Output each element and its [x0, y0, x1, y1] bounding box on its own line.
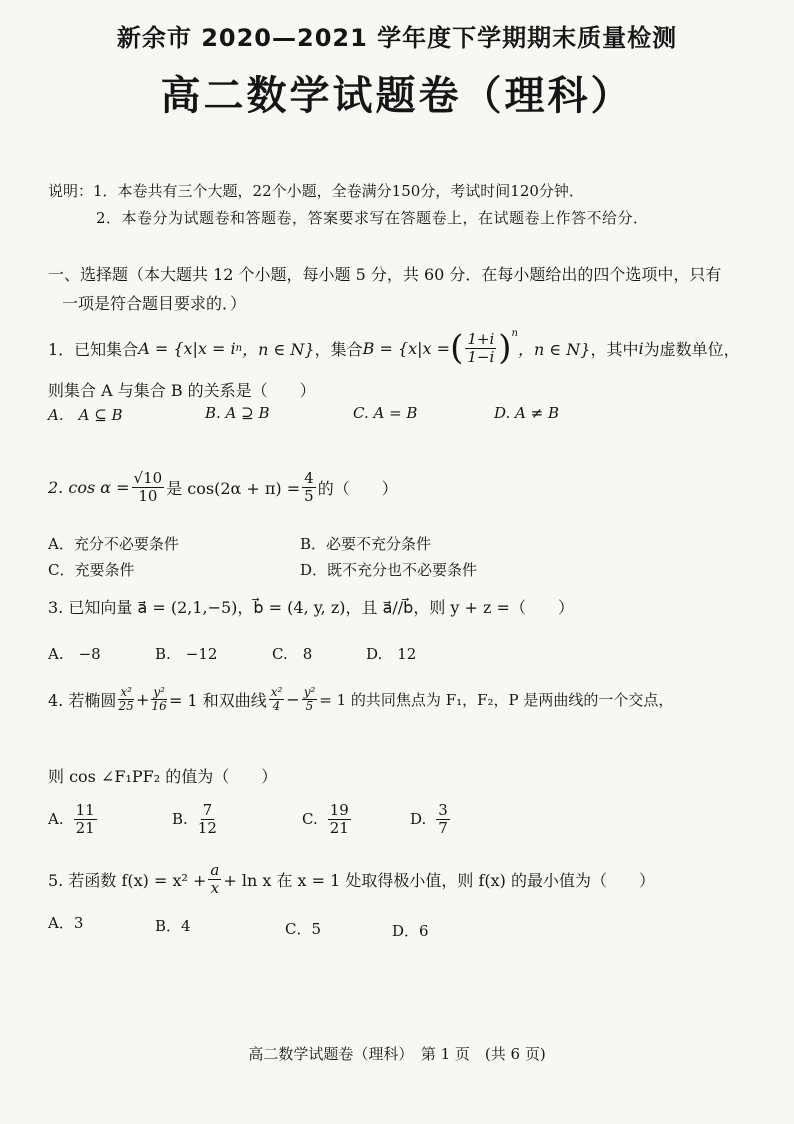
q1-exp-n2: n [511, 328, 518, 339]
q5-lead: 5. 若函数 f(x) = x² + [48, 870, 207, 890]
q4-line-2: 则 cos ∠F₁PF₂ 的值为（ ） [48, 767, 278, 786]
q5-fraction [208, 862, 221, 896]
note-1: 1．本卷共有三个大题，22个小题，全卷满分150分，考试时间120分钟． [93, 182, 584, 200]
q4-tail: = 1 的共同焦点为 F₁，F₂，P 是两曲线的一个交点， [319, 691, 674, 710]
q4-opt-d-den: 7 [438, 818, 448, 837]
q4-f4-num: y² [303, 685, 316, 699]
q5-tail: + ln x 在 x = 1 处取得极小值，则 f(x) 的最小值为（ ） [223, 870, 656, 890]
note-2: 2．本卷分为试题卷和答题卷，答案要求写在答题卷上，在试题卷上作答不给分． [96, 209, 649, 227]
q5-option-a: A．3 [48, 914, 84, 932]
exam-title: 高二数学试题卷（理科） [160, 73, 634, 119]
question-1 [48, 328, 740, 368]
q1-option-d: D. A ≠ B [494, 404, 559, 422]
q2-mid: 是 cos(2α + π) = [166, 478, 301, 498]
q1-set-b-end: ，n ∈ N} [517, 339, 591, 359]
q4-opt-d-label: D. [410, 810, 427, 828]
q4-f2-den: 16 [151, 699, 167, 714]
q3-option-d: D. 12 [366, 645, 417, 663]
q1-frac-den: 1−i [467, 347, 495, 366]
left-paren: ( [450, 328, 464, 368]
q1-option-a: A. A ⊆ B [48, 406, 123, 424]
section-heading: 一、选择题（本大题共 12 个小题，每小题 5 分，共 60 分．在每小题给出的四个选项中，只有 [48, 265, 722, 284]
q4-option-c [302, 802, 353, 836]
q1-where: ，其中 [590, 339, 639, 359]
q4-opt-a-frac [74, 802, 97, 836]
q2-lead: 2. cos α = [48, 477, 130, 497]
q4-opt-b-frac [198, 802, 217, 836]
q5-option-b: B．4 [155, 917, 191, 935]
exam-header: 新余市 2020—2021 学年度下学期期末质量检测 [116, 24, 678, 52]
q2-tail: 的（ ） [317, 478, 398, 498]
notes-label: 说明： [48, 182, 94, 200]
q5-frac-den: x [210, 878, 220, 897]
q4-opt-a-label: A. [48, 810, 64, 828]
q4-opt-c-frac [328, 802, 351, 836]
q4-f1-den: 25 [118, 699, 134, 714]
q1-tail: 为虚数单位， [643, 339, 740, 359]
q4-lead: 4. 若椭圆 [48, 691, 117, 711]
notes-line-1 [48, 180, 584, 201]
q2-fraction-2 [302, 470, 316, 504]
q4-f3-den: 4 [272, 699, 281, 714]
q2-option-d: D．既不充分也不必要条件 [300, 561, 478, 579]
q4-opt-c-num: 19 [329, 801, 349, 819]
q4-option-d [410, 802, 452, 836]
q4-opt-c-label: C. [302, 810, 318, 828]
q2-fraction-1 [132, 470, 165, 504]
q5-option-d: D．6 [392, 922, 429, 940]
q4-option-b [172, 802, 219, 836]
q1-set-a: A = {x|x = i [138, 338, 236, 358]
q2-frac2-den: 5 [304, 486, 314, 505]
q1-exp-n: n [235, 342, 243, 354]
q4-opt-a-num: 11 [75, 801, 95, 819]
q4-f3-num: x² [270, 685, 283, 699]
q1-line-2: 则集合 A 与集合 B 的关系是（ ） [48, 381, 316, 400]
q1-mid: ，集合 [314, 339, 363, 359]
q4-opt-c-den: 21 [329, 818, 349, 837]
question-3: 3. 已知向量 a⃗ = (2,1,−5)，b⃗ = (4, y, z)，且 a⃗//b⃗，则 y + z =（ ） [48, 598, 574, 617]
question-5 [48, 862, 655, 896]
q4-frac-y2-5 [302, 686, 318, 713]
q2-option-b: B．必要不充分条件 [300, 535, 432, 553]
q3-option-c: C. 8 [272, 645, 313, 663]
q4-option-a [48, 802, 99, 836]
right-paren: ) [498, 328, 512, 368]
q1-frac-num: 1+i [467, 330, 495, 348]
q4-plus: + [135, 690, 150, 710]
q4-minus: − [286, 690, 300, 710]
q2-option-a: A．充分不必要条件 [48, 535, 179, 553]
page-footer: 高二数学试题卷（理科） 第 1 页 (共 6 页) [248, 1045, 546, 1063]
q2-option-c: C．充要条件 [48, 561, 135, 579]
q1-set-b: B = {x|x = [362, 338, 451, 358]
q1-fraction [465, 331, 496, 365]
q4-opt-a-den: 21 [75, 818, 95, 837]
q2-frac2-num: 4 [304, 469, 314, 487]
q1-lead: 1．已知集合 [48, 339, 139, 359]
q5-option-c: C．5 [285, 920, 322, 938]
q4-opt-b-den: 12 [197, 818, 217, 837]
question-2 [48, 470, 398, 504]
q4-frac-x2-4 [269, 686, 285, 713]
q1-imag-unit: i [638, 338, 644, 358]
q4-opt-d-num: 3 [438, 801, 448, 819]
q3-option-b: B. −12 [155, 645, 218, 663]
section-heading-cont: 一项是符合题目要求的．） [62, 294, 247, 313]
q5-frac-num: a [210, 861, 220, 879]
q2-frac1-num: √10 [133, 469, 163, 487]
question-4 [48, 686, 673, 713]
q4-f4-den: 5 [305, 699, 314, 714]
q4-frac-y2-16 [151, 686, 167, 713]
q4-opt-b-label: B. [172, 810, 188, 828]
q1-option-c: C. A = B [353, 404, 418, 422]
q4-f2-num: y² [153, 685, 165, 699]
q3-option-a: A. −8 [48, 645, 101, 663]
q4-mid: = 1 和双曲线 [168, 691, 267, 711]
q4-frac-x2-25 [118, 686, 134, 713]
q4-opt-d-frac [436, 802, 450, 836]
q1-set-a-end: ，n ∈ N} [242, 339, 315, 359]
q1-option-b: B. A ⊇ B [205, 404, 270, 422]
q4-f1-num: x² [120, 685, 132, 699]
q4-opt-b-num: 7 [202, 801, 213, 819]
q2-frac1-den: 10 [138, 486, 158, 505]
